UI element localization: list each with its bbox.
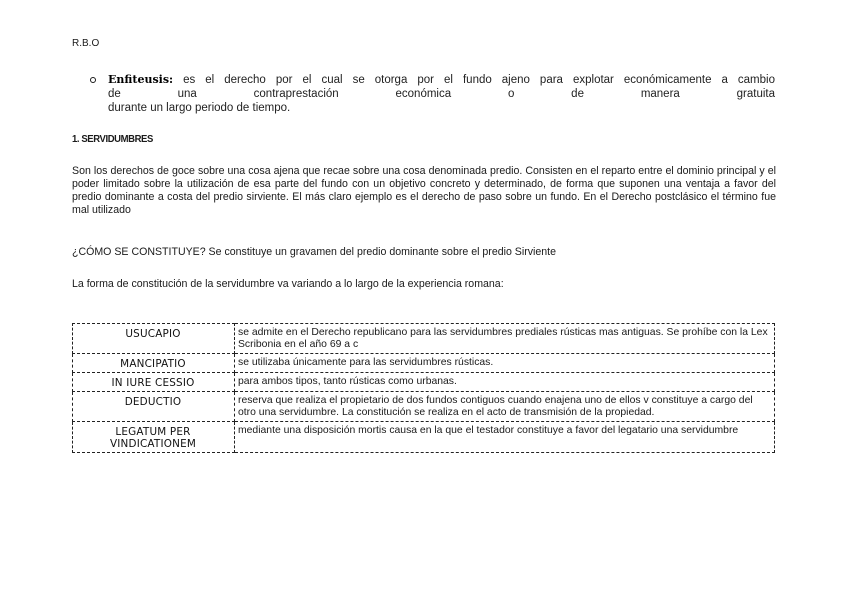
- form-desc-cell: mediante una disposición mortis causa en la que el testador constituye a favor del legatario una servidumbre: [235, 422, 775, 453]
- section-title: 1. SERVIDUMBRES: [72, 133, 153, 146]
- header-code: R.B.O: [72, 38, 100, 49]
- form-desc-cell: para ambos tipos, tanto rústicas como urbanas.: [235, 373, 775, 392]
- form-name-cell: DEDUCTIO: [73, 392, 235, 422]
- enfiteusis-line-1-text: es el derecho por el cual se otorga por el fundo ajeno para explotar económicamente a cambio: [183, 74, 775, 86]
- table-row: [73, 324, 775, 354]
- form-name-cell: IN IURE CESSIO: [73, 373, 235, 392]
- form-desc-cell: se utilizaba únicamente para las servidumbres rústicas.: [235, 354, 775, 373]
- table-row: [73, 354, 775, 373]
- enfiteusis-text: [108, 73, 775, 115]
- enfiteusis-line-1: [108, 73, 775, 87]
- form-name-cell: USUCAPIO: [73, 324, 235, 354]
- form-name-cell: MANCIPATIO: [73, 354, 235, 373]
- enfiteusis-bullet: [90, 73, 775, 115]
- enfiteusis-term: Enfiteusis:: [108, 73, 174, 86]
- enfiteusis-line-3: durante un largo periodo de tiempo.: [108, 102, 291, 114]
- bullet-circle-icon: [90, 77, 96, 83]
- table-row: [73, 373, 775, 392]
- table-row: [73, 422, 775, 453]
- form-desc-cell: se admite en el Derecho republicano para las servidumbres prediales rústicas mas antiguas. Se prohíbe con la Lex Scribonia en el año 69 a c: [235, 324, 775, 354]
- enfiteusis-line-2: de una contraprestación económica o de manera gratuita: [108, 88, 775, 100]
- paragraph-definition: Son los derechos de goce sobre una cosa ajena que recae sobre una cosa denominada predio. Consisten en el reparto entre el dominio principal y el poder limitado sobre la utilización de esa parte del fundo con un objetivo concreto y determinado, de forma que suponen una ventaja a favor del predio dominante a costa del predio sirviente. El más claro ejemplo es el derecho de paso sobre un fundo. En el Derecho postclásico el término fue mal utilizado: [72, 165, 776, 216]
- constitution-forms-table: [72, 323, 775, 453]
- form-name-cell: LEGATUM PER VINDICATIONEM: [73, 422, 235, 453]
- form-desc-cell: reserva que realiza el propietario de dos fundos contiguos cuando enajena uno de ellos v constituye a cargo del otro una servidumbre. La constitución se realiza en el acto de transmisión de la propiedad.: [235, 392, 775, 422]
- table-row: [73, 392, 775, 422]
- paragraph-constitution: ¿CÓMO SE CONSTITUYE? Se constituye un gravamen del predio dominante sobre el predio Sirviente: [72, 246, 557, 258]
- paragraph-forms-intro: La forma de constitución de la servidumbre va variando a lo largo de la experiencia romana:: [72, 278, 504, 290]
